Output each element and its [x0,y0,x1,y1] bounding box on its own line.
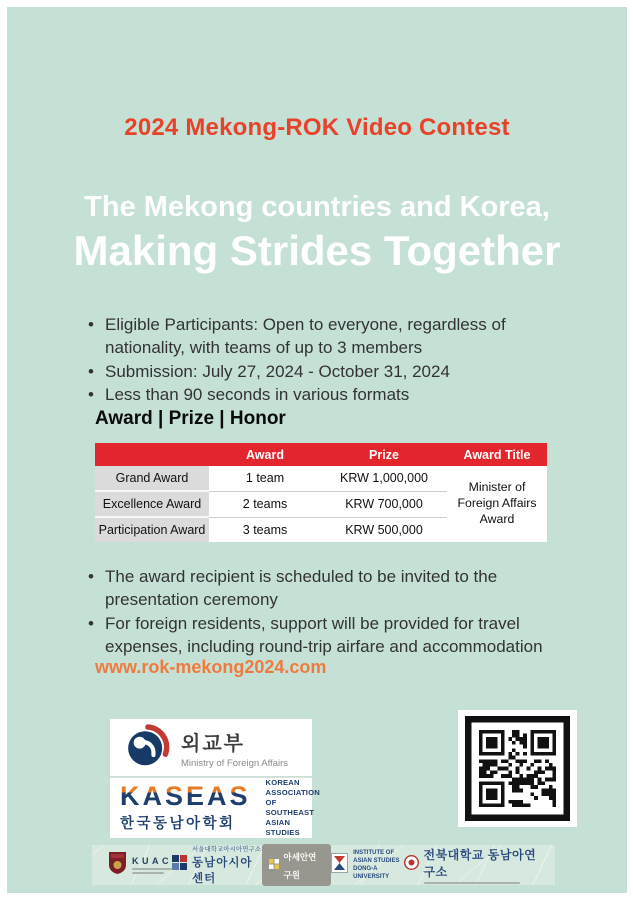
asean-institute-icon [269,856,279,874]
award-table-header-row [95,443,547,466]
donga-line: INSTITUTE OF [353,849,395,856]
award-teams-cell: 2 teams [209,491,321,517]
snu-center-name: 동남아시아센터 [192,857,253,885]
kaseas-logo [110,777,320,838]
kuac-subtext-bar [132,868,172,870]
table-row-grand-award [95,466,547,491]
mofa-logo [110,719,312,776]
award-section-heading: Award | Prize | Honor [95,408,286,429]
award-teams-cell: 3 teams [209,517,321,542]
poster-background [7,7,627,893]
donga-hourglass-icon [331,853,348,878]
snu-asia-center-icon [172,855,187,875]
award-name-cell: Excellence Award [95,491,209,517]
contest-title: 2024 Mekong-ROK Video Contest [124,114,510,141]
mofa-logo-text [181,727,288,769]
headline-line1: The Mekong countries and Korea, [84,191,550,223]
award-prize-cell: KRW 700,000 [321,491,447,517]
jeonbuk-subtext-bar [424,882,520,884]
info-bullet-list [88,313,566,407]
award-prize-cell: KRW 500,000 [321,517,447,542]
prize-column-header: Prize [321,443,447,466]
award-table-corner-cell [95,443,209,466]
bullet-award-ceremony: • The award recipient is scheduled to be invited to the presentation ceremony [88,565,586,612]
award-column-header: Award [209,443,321,466]
bullet-eligible-participants: • Eligible Participants: Open to everyone, regardless of nationality, with teams of up to 3 members [88,313,566,360]
kaseas-english-name [266,778,320,837]
award-title-column-header: Award Title [447,443,547,466]
jeonbuk-label: 전북대학교 동남아연구소 [423,848,537,879]
donga-line: DONG-A UNIVERSITY [353,866,390,881]
kuac-crest-icon [108,851,127,880]
kaseas-logo-left [120,783,251,833]
mofa-taegeuk-emblem-icon [124,722,170,773]
kaseas-acronym: KASEAS [120,781,251,811]
headline-line2: Making Strides Together [73,226,561,274]
award-name-cell: Participation Award [95,517,209,542]
kuac-logo [108,851,172,880]
jeonbuk-institute-logo [404,846,539,884]
kaseas-en-line: ASIAN STUDIES [265,817,300,837]
snu-asia-center-logo [172,844,262,886]
jeonbuk-emblem-icon [404,855,419,875]
kaseas-en-line: ASSOCIATION [265,788,320,798]
website-url[interactable]: www.rok-mekong2024.com [95,657,327,677]
detail-bullet-list [88,565,586,659]
kaseas-en-line: SOUTHEAST [265,808,315,817]
kuac-subtext-bar [132,872,164,874]
donga-line: ASIAN STUDIES [353,857,400,864]
asean-institute-logo [262,844,331,886]
bullet-submission-period: • Submission: July 27, 2024 - October 31, 2024 [88,360,566,383]
mofa-english-name: Ministry of Foreign Affairs [181,757,289,769]
asean-institute-label: 아세안연구원 [283,852,317,880]
qr-code [458,710,577,827]
snu-institute-name: 서울대학교아시아연구소 [192,846,262,853]
award-teams-cell: 1 team [209,466,321,491]
award-prize-cell: KRW 1,000,000 [321,466,447,491]
kuac-label: KUAC [132,856,172,866]
partner-logos-band [92,845,555,885]
bullet-travel-support: • For foreign residents, support will be provided for travel expenses, including round-trip airfare and accommodation [88,612,586,659]
bullet-video-format: • Less than 90 seconds in various formats [88,383,566,406]
kaseas-en-line: OF [265,798,277,808]
kaseas-en-line: KOREAN [265,778,300,788]
headline [7,190,627,275]
mofa-korean-name: 외교부 [181,732,245,755]
donga-institute-logo [331,849,403,881]
award-name-cell: Grand Award [95,466,209,491]
kaseas-korean-name: 한국동남아학회 [120,816,236,832]
award-title-merged-cell: Minister of Foreign Affairs Award [447,466,547,542]
award-table [95,443,547,542]
